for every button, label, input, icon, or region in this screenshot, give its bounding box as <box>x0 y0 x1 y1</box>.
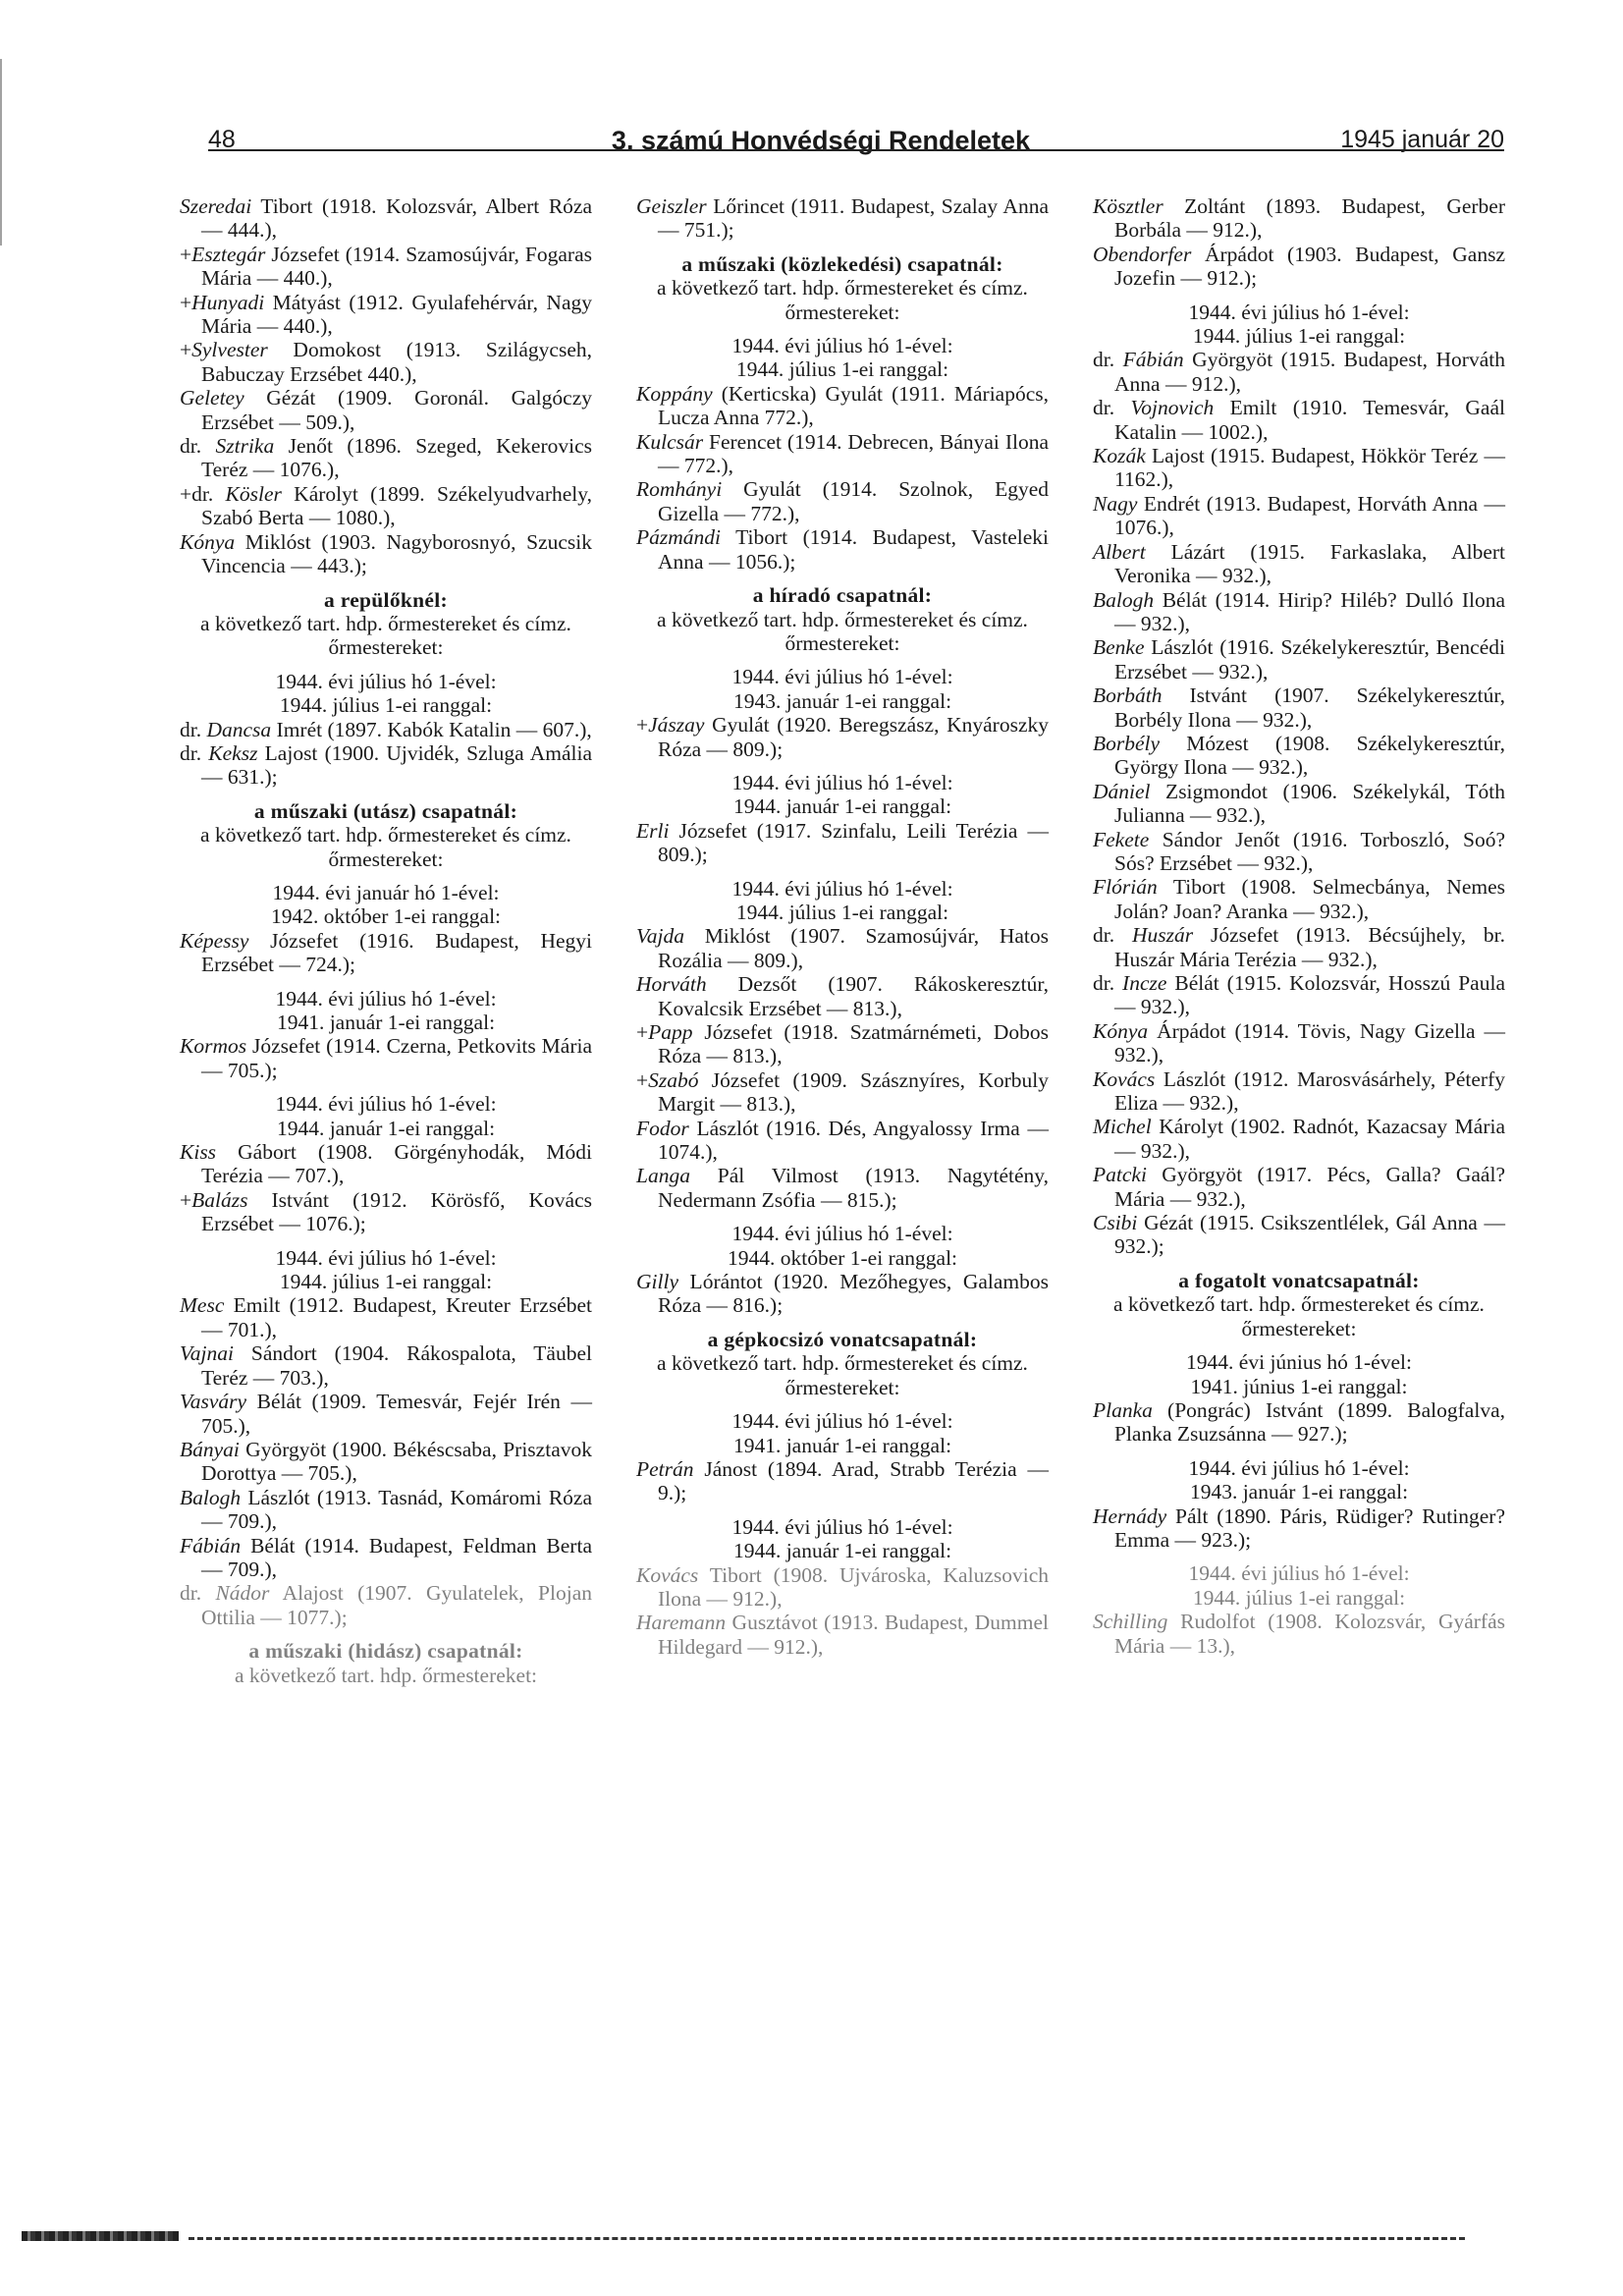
surname: Koppány <box>636 381 713 406</box>
section-heading: a híradó csapatnál: <box>752 583 933 608</box>
date-rank-line: 1944. évi július hó 1-ével: <box>275 669 497 693</box>
surname: Flórián <box>1093 875 1158 900</box>
date-rank-line: 1944. évi július hó 1-ével: <box>1188 1455 1410 1480</box>
entry-text: dr. <box>180 740 209 765</box>
surname: Balázs <box>191 1187 248 1212</box>
date-rank-line: 1944. évi július hó 1-ével: <box>731 1514 953 1539</box>
date-rank-line: 1944. évi január hó 1-ével: <box>272 880 500 904</box>
register-entry <box>180 741 592 790</box>
entry-text: Sándort (1904. Rákospalota, Täubel Teréz — 703.), <box>201 1341 592 1390</box>
entry-text: Ferencet (1914. Debrecen, Bányai Ilona — 772.), <box>658 429 1049 478</box>
register-entry <box>1093 875 1505 923</box>
entry-text: Jenőt (1896. Szeged, Kekerovics Teréz — 1076.), <box>201 434 592 482</box>
entry-text: Károlyt (1899. Székelyudvarhely, Szabó Berta — 1080.), <box>201 481 592 530</box>
entry-text: Gézát (1915. Csikszentlélek, Gál Anna — 932.); <box>1114 1211 1505 1259</box>
entry-text: Pált (1890. Páris, Rüdiger? Rutinger? Emma — 923.); <box>1114 1503 1505 1552</box>
entry-text: Tibort (1914. Budapest, Vasteleki Anna — 1056.); <box>658 525 1049 574</box>
register-entry <box>1093 1211 1505 1259</box>
footer-dashed-line <box>189 2237 1465 2240</box>
date-rank-line: 1944. évi július hó 1-ével: <box>731 334 953 358</box>
register-entry <box>180 1188 592 1236</box>
entry-text: Károlyt (1902. Radnót, Kazacsay Mária — 932.), <box>1114 1115 1505 1163</box>
register-entry <box>636 1164 1049 1212</box>
entry-text: Bélát (1915. Kolozsvár, Hosszú Paula — 932.), <box>1114 971 1505 1019</box>
entry-text: Árpádot (1903. Budapest, Gansz Jozefin — 912.); <box>1114 242 1505 291</box>
date-rank-line: 1944. július 1-ei ranggal: <box>735 357 949 382</box>
entry-text: Sándor Jenőt (1916. Torboszló, Soó? Sós? Erzsébet — 932.), <box>1114 827 1505 875</box>
register-entry <box>1093 492 1505 540</box>
surname: Balogh <box>180 1485 242 1509</box>
surname: Kozák <box>1093 444 1146 468</box>
journal-title: 3. számú Honvédségi Rendeletek <box>611 126 1031 155</box>
entry-text: Lászlót (1913. Tasnád, Komáromi Róza — 709.), <box>201 1485 592 1534</box>
surname: Borbáth <box>1093 683 1163 708</box>
section-heading: a gépkocsizó vonatcsapatnál: <box>707 1327 978 1351</box>
date-rank-line: 1944. évi július hó 1-ével: <box>731 1222 953 1246</box>
entry-text: Endrét (1913. Budapest, Horváth Anna — 1076.), <box>1114 491 1505 540</box>
surname: Langa <box>636 1164 690 1188</box>
surname: Petrán <box>636 1456 694 1481</box>
entry-text: dr. <box>180 434 216 459</box>
entry-text: Tibort (1908. Ujvároska, Kaluzsovich Ilona — 912.), <box>658 1562 1049 1611</box>
register-entry <box>636 1611 1049 1659</box>
entry-text: Domokost (1913. Szilágycseh, Babuczay Erzsébet 440.), <box>201 338 592 386</box>
register-entry <box>1093 1115 1505 1163</box>
register-entry <box>1093 396 1505 444</box>
surname: Szabó <box>648 1067 699 1092</box>
entry-text: Árpádot (1914. Tövis, Nagy Gizella — 932.), <box>1114 1018 1505 1067</box>
surname: Geiszler <box>636 194 707 218</box>
register-entry <box>1093 635 1505 683</box>
surname: Képessy <box>180 928 249 953</box>
page-header <box>208 126 1504 167</box>
surname: Pázmándi <box>636 525 721 550</box>
intro-line: a következő tart. hdp. őrmestereket és címz. őrmestereket: <box>657 276 1028 324</box>
surname: Keksz <box>208 740 258 765</box>
register-entry <box>180 243 592 291</box>
entry-text: Gézát (1909. Goronál. Galgóczy Erzsébet — 509.), <box>201 386 592 434</box>
entry-text: + <box>180 290 192 314</box>
surname: Kónya <box>1093 1018 1149 1043</box>
surname: Gilly <box>636 1270 678 1294</box>
entry-text: (Pongrác) Istvánt (1899. Balogfalva, Planka Zsuzsánna — 927.); <box>1114 1397 1505 1447</box>
entry-text: dr. <box>1093 348 1123 372</box>
surname: Fekete <box>1093 827 1150 851</box>
entry-text: Zsigmondot (1906. Székelykál, Tóth Julianna — 932.), <box>1114 779 1505 828</box>
intro-line: a következő tart. hdp. őrmestereket és címz. őrmestereket: <box>200 611 571 660</box>
register-entry <box>1093 1610 1505 1658</box>
surname: Kulcsár <box>636 429 704 454</box>
surname: Esztegár <box>191 242 266 266</box>
entry-text: Istvánt (1907. Székelykeresztúr, Borbély Ilona — 932.), <box>1114 683 1505 732</box>
entry-text: Józsefet (1909. Szásznyíres, Korbuly Margit — 813.), <box>658 1067 1049 1117</box>
register-entry <box>636 525 1049 574</box>
register-entry <box>636 924 1049 972</box>
entry-text: + <box>636 1067 649 1092</box>
surname: Benke <box>1093 635 1145 660</box>
register-entry <box>180 338 592 386</box>
entry-text: Istvánt (1912. Körösfő, Kovács Erzsébet — 1076.); <box>201 1187 592 1236</box>
date-rank-line: 1944. évi július hó 1-ével: <box>1188 300 1410 324</box>
surname: Kösztler <box>1093 194 1163 218</box>
entry-text: Jánost (1894. Arad, Strabb Terézia — 9.); <box>658 1456 1049 1505</box>
entry-text: Gyulát (1920. Beregszász, Knyároszky Róza — 809.); <box>658 713 1049 761</box>
register-entry <box>636 1117 1049 1165</box>
register-entry <box>180 1438 592 1486</box>
register-entry <box>1093 683 1505 732</box>
date-rank-line: 1943. január 1-ei ranggal: <box>732 688 952 713</box>
register-entry <box>1093 923 1505 971</box>
surname: Haremann <box>636 1611 727 1635</box>
surname: Fábián <box>1122 348 1184 372</box>
surname: Sztrika <box>215 434 275 459</box>
register-entry <box>180 194 592 243</box>
surname: Hernády <box>1093 1503 1167 1528</box>
entry-text: Józsefet (1913. Bécsújhely, br. Huszár Mária Terézia — 932.), <box>1114 923 1506 971</box>
entry-text: Györgyöt (1917. Pécs, Galla? Gaál? Mária — 932.), <box>1114 1163 1505 1211</box>
entry-text: Józsefet (1914. Szamosújvár, Fogaras Mária — 440.), <box>201 242 592 291</box>
surname: Hunyadi <box>191 290 265 314</box>
register-entry <box>1093 780 1505 828</box>
surname: Nádor <box>215 1581 270 1606</box>
register-entry <box>1093 348 1505 396</box>
register-entry <box>180 1140 592 1188</box>
surname: Kónya <box>180 529 236 554</box>
date-rank-line: 1944. évi július hó 1-ével: <box>275 986 497 1011</box>
date-rank-line: 1941. január 1-ei ranggal: <box>732 1433 952 1457</box>
surname: Fodor <box>636 1116 689 1140</box>
section-heading: a műszaki (közlekedési) csapatnál: <box>681 251 1003 276</box>
date-rank-line: 1944. július 1-ei ranggal: <box>279 693 493 718</box>
register-entry <box>636 382 1049 430</box>
date-rank-line: 1944. október 1-ei ranggal: <box>727 1245 958 1270</box>
surname: Erli <box>636 818 670 843</box>
register-entry <box>636 1457 1049 1505</box>
surname: Dániel <box>1093 779 1151 803</box>
entry-text: Alajost (1907. Gyulatelek, Plojan Ottilia — 1077.); <box>201 1581 592 1629</box>
register-entry <box>180 929 592 977</box>
date-rank-line: 1944. évi július hó 1-ével: <box>1188 1561 1410 1586</box>
entry-text: (Kerticska) Gyulát (1911. Máriapócs, Lucza Anna 772.), <box>658 381 1049 430</box>
entry-text: Miklóst (1903. Nagyborosnyó, Szucsik Vincencia — 443.); <box>201 529 592 578</box>
surname: Schilling <box>1093 1610 1168 1634</box>
entry-text: Józsefet (1914. Czerna, Petkovits Mária — 705.); <box>201 1034 592 1082</box>
section-heading: a műszaki (hidász) csapatnál: <box>248 1639 523 1664</box>
register-entry <box>180 1390 592 1438</box>
register-entry <box>180 1034 592 1082</box>
entry-text: Imrét (1897. Kabók Katalin — 607.), <box>271 717 592 741</box>
entry-text: Gábort (1908. Görgényhodák, Módi Terézia — 707.), <box>201 1140 592 1188</box>
surname: Vasváry <box>180 1390 247 1414</box>
entry-text: + <box>636 713 649 738</box>
surname: Albert <box>1093 539 1146 564</box>
surname: Nagy <box>1093 491 1138 516</box>
register-entry <box>636 194 1049 243</box>
entry-text: + <box>180 242 192 266</box>
register-entry <box>636 430 1049 478</box>
surname: Balogh <box>1093 587 1155 612</box>
header-rule <box>208 149 1504 151</box>
register-entry <box>1093 1504 1505 1553</box>
date-rank-line: 1944. évi július hó 1-ével: <box>731 770 953 794</box>
entry-text: Rudolfot (1908. Kolozsvár, Gyárfás Mária — 13.), <box>1114 1610 1505 1658</box>
surname: Vajnai <box>180 1341 234 1366</box>
surname: Kiss <box>180 1140 217 1165</box>
entry-text: Józsefet (1916. Budapest, Hegyi Erzsébet — 724.); <box>201 928 592 977</box>
text-column-2 <box>636 194 1049 1659</box>
surname: Vajda <box>636 924 684 949</box>
entry-text: Emilt (1910. Temesvár, Gaál Katalin — 1002.), <box>1114 396 1505 444</box>
section-heading: a műszaki (utász) csapatnál: <box>253 798 518 823</box>
register-entry <box>1093 540 1505 588</box>
date-rank-line: 1944. július 1-ei ranggal: <box>1192 1585 1406 1610</box>
surname: Patcki <box>1093 1163 1147 1187</box>
surname: Jászay <box>648 713 705 738</box>
entry-text: dr. <box>180 1581 216 1606</box>
date-rank-line: 1941. június 1-ei ranggal: <box>1190 1374 1408 1398</box>
entry-text: Józsefet (1917. Szinfalu, Leili Terézia — 809.); <box>658 818 1049 867</box>
entry-text: Bélát (1909. Temesvár, Fejér Irén — 705.), <box>201 1390 592 1438</box>
date-rank-line: 1944. évi július hó 1-ével: <box>275 1092 497 1117</box>
register-entry <box>1093 444 1505 492</box>
register-entry <box>1093 1067 1505 1116</box>
surname: Obendorfer <box>1093 242 1192 266</box>
surname: Incze <box>1122 971 1167 995</box>
surname: Szeredai <box>180 194 252 218</box>
entry-text: Lászlót (1916. Dés, Angyalossy Irma — 1074.), <box>658 1116 1049 1165</box>
register-entry <box>180 434 592 482</box>
entry-text: Lajost (1900. Ujvidék, Szluga Amália — 631.); <box>201 740 592 790</box>
entry-text: Lórántot (1920. Mezőhegyes, Galambos Róza — 816.); <box>658 1270 1049 1318</box>
entry-text: dr. <box>180 717 207 741</box>
section-heading: a fogatolt vonatcsapatnál: <box>1178 1268 1420 1292</box>
date-rank-line: 1944. január 1-ei ranggal: <box>732 1539 952 1563</box>
entry-text: Gyulát (1914. Szolnok, Egyed Gizella — 772.), <box>658 477 1049 525</box>
register-entry <box>1093 1019 1505 1067</box>
surname: Papp <box>648 1020 693 1044</box>
surname: Dancsa <box>206 717 272 741</box>
register-entry <box>636 477 1049 525</box>
surname: Horváth <box>636 972 707 997</box>
surname: Mesc <box>180 1293 225 1318</box>
register-entry <box>180 1581 592 1629</box>
journal-title-wrap <box>208 126 1504 156</box>
entry-text: Tibort (1908. Selmecbánya, Nemes Jolán? Joan? Aranka — 932.), <box>1114 875 1505 923</box>
register-entry <box>636 1270 1049 1318</box>
register-entry <box>1093 732 1505 780</box>
date-rank-line: 1944. évi június hó 1-ével: <box>1186 1350 1412 1375</box>
intro-line: a következő tart. hdp. őrmestereket és címz. őrmestereket: <box>657 607 1028 655</box>
register-entry <box>636 1020 1049 1068</box>
surname: Planka <box>1093 1397 1153 1422</box>
register-entry <box>636 1563 1049 1612</box>
entry-text: Józsefet (1918. Szatmárnémeti, Dobos Róza — 813.), <box>658 1020 1049 1068</box>
surname: Romhányi <box>636 477 723 502</box>
date-rank-line: 1942. október 1-ei ranggal: <box>270 904 502 929</box>
register-entry <box>1093 1163 1505 1211</box>
surname: Vojnovich <box>1130 396 1215 420</box>
surname: Fábián <box>180 1533 242 1558</box>
intro-line: a következő tart. hdp. őrmestereket és címz. őrmestereket: <box>657 1351 1028 1399</box>
issue-date: 1945 január 20 <box>1340 126 1504 153</box>
entry-text: Miklóst (1907. Szamosújvár, Hatos Rozália — 809.), <box>658 924 1049 972</box>
intro-line: a következő tart. hdp. őrmestereket és címz. őrmestereket: <box>1113 1292 1485 1340</box>
register-entry <box>180 482 592 530</box>
register-entry <box>1093 828 1505 876</box>
entry-text: dr. <box>1093 923 1132 948</box>
surname: Kovács <box>1093 1066 1156 1091</box>
entry-text: Tibort (1918. Kolozsvár, Albert Róza — 444.), <box>201 194 592 243</box>
entry-text: Györgyöt (1900. Békéscsaba, Prisztavok Dorottya — 705.), <box>201 1437 592 1486</box>
entry-text: + <box>180 338 192 362</box>
entry-text: Mózest (1908. Székelykeresztúr, György Ilona — 932.), <box>1114 731 1505 780</box>
entry-text: Pál Vilmost (1913. Nagytétény, Nedermann Zsófia — 815.); <box>658 1164 1049 1212</box>
entry-text: Gusztávot (1913. Budapest, Dummel Hildegard — 912.), <box>658 1611 1049 1659</box>
surname: Huszár <box>1131 923 1194 948</box>
entry-text: Lajost (1915. Budapest, Hökkör Teréz — 1162.), <box>1114 444 1505 492</box>
entry-text: Zoltánt (1893. Budapest, Gerber Borbála — 912.), <box>1114 194 1505 243</box>
register-entry <box>180 718 592 741</box>
register-entry <box>180 386 592 434</box>
text-column-1 <box>180 194 592 1687</box>
register-entry <box>1093 588 1505 636</box>
entry-text: +dr. <box>180 481 226 506</box>
entry-text: dr. <box>1093 971 1123 995</box>
register-entry <box>1093 971 1505 1019</box>
surname: Geletey <box>180 386 244 410</box>
entry-text: Lőrincet (1911. Budapest, Szalay Anna — 751.); <box>658 194 1049 243</box>
surname: Sylvester <box>191 338 268 362</box>
register-entry <box>1093 194 1505 243</box>
date-rank-line: 1943. január 1-ei ranggal: <box>1189 1480 1409 1504</box>
entry-text: Lászlót (1916. Székelykeresztúr, Bencédi Erzsébet — 932.), <box>1114 635 1505 683</box>
surname: Michel <box>1093 1115 1152 1139</box>
date-rank-line: 1944. január 1-ei ranggal: <box>732 794 952 819</box>
entry-text: Mátyást (1912. Gyulafehérvár, Nagy Mária — 440.), <box>201 290 592 339</box>
section-heading: a repülőknél: <box>324 587 448 612</box>
surname: Csibi <box>1093 1211 1138 1235</box>
register-entry <box>636 819 1049 867</box>
date-rank-line: 1944. évi július hó 1-ével: <box>731 876 953 901</box>
register-entry <box>180 1293 592 1341</box>
date-rank-line: 1944. évi július hó 1-ével: <box>731 665 953 689</box>
register-entry <box>636 1068 1049 1117</box>
footer-dark-strip <box>22 2231 179 2241</box>
page-number: 48 <box>208 126 236 153</box>
entry-text: Bélát (1914. Hirip? Hiléb? Dulló Ilona — 932.), <box>1114 587 1505 635</box>
register-entry <box>1093 1398 1505 1447</box>
surname: Kormos <box>180 1034 247 1059</box>
surname: Kösler <box>225 481 282 506</box>
surname: Borbély <box>1093 731 1161 755</box>
entry-text: Györgyöt (1915. Budapest, Horváth Anna — 912.), <box>1114 348 1505 396</box>
date-rank-line: 1944. július 1-ei ranggal: <box>279 1270 493 1294</box>
register-entry <box>1093 243 1505 291</box>
scan-footer-artifact <box>22 2227 1465 2251</box>
entry-text: Emilt (1912. Budapest, Kreuter Erzsébet — 701.), <box>201 1293 592 1341</box>
date-rank-line: 1941. január 1-ei ranggal: <box>276 1011 496 1034</box>
date-rank-line: 1944. január 1-ei ranggal: <box>276 1116 496 1140</box>
entry-text: Dezsőt (1907. Rákoskeresztúr, Kovalcsik Erzsébet — 813.), <box>658 972 1049 1020</box>
date-rank-line: 1944. július 1-ei ranggal: <box>1192 324 1406 349</box>
entry-text: Bélát (1914. Budapest, Feldman Berta — 709.), <box>201 1533 592 1581</box>
scan-edge-mark <box>0 59 16 246</box>
entry-text: Lázárt (1915. Farkaslaka, Albert Veronika — 932.), <box>1114 539 1505 588</box>
date-rank-line: 1944. évi július hó 1-ével: <box>731 1409 953 1434</box>
entry-text: dr. <box>1093 396 1131 420</box>
surname: Kovács <box>636 1562 699 1587</box>
register-entry <box>180 1534 592 1582</box>
register-entry <box>180 530 592 578</box>
register-entry <box>180 1341 592 1390</box>
register-entry <box>636 972 1049 1020</box>
date-rank-line: 1944. július 1-ei ranggal: <box>735 900 949 924</box>
register-entry <box>180 291 592 339</box>
intro-line: a következő tart. hdp. őrmestereket: <box>234 1663 538 1687</box>
surname: Bányai <box>180 1437 240 1461</box>
entry-text: Lászlót (1912. Marosvásárhely, Péterfy Eliza — 932.), <box>1114 1066 1505 1116</box>
intro-line: a következő tart. hdp. őrmestereket és címz. őrmestereket: <box>200 823 571 871</box>
text-column-3 <box>1093 194 1505 1658</box>
entry-text: + <box>180 1187 192 1212</box>
register-entry <box>636 713 1049 761</box>
register-entry <box>180 1486 592 1534</box>
entry-text: + <box>636 1020 649 1044</box>
date-rank-line: 1944. évi július hó 1-ével: <box>275 1245 497 1270</box>
